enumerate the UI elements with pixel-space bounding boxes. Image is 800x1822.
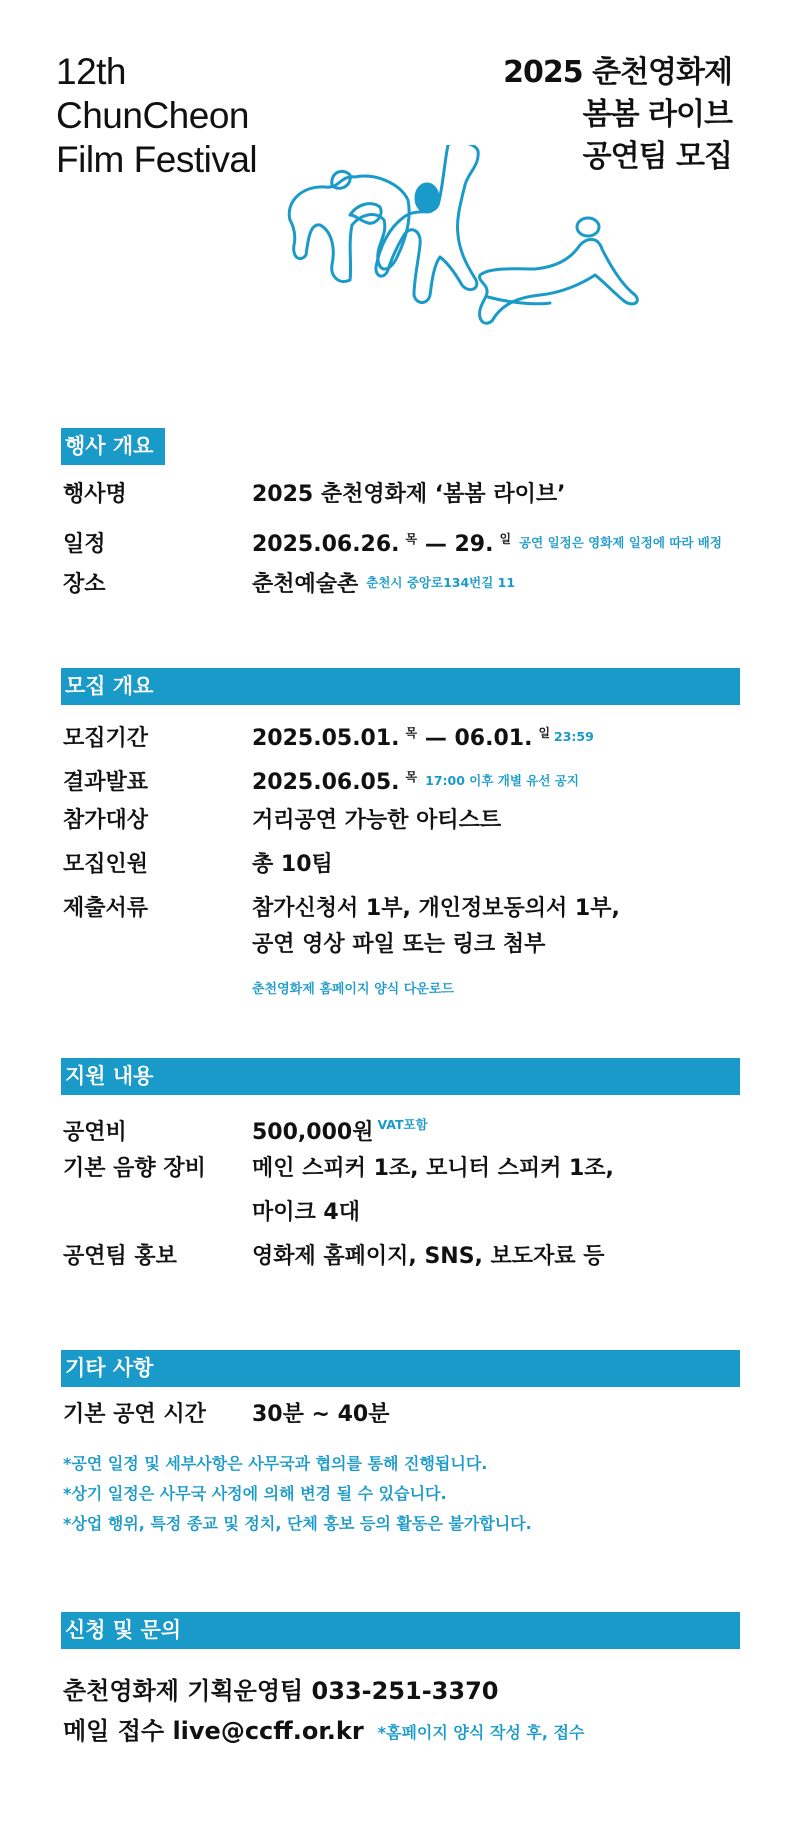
dancers-illustration <box>280 145 750 395</box>
overview-place-note: 춘천시 중앙로134번길 11 <box>366 575 516 590</box>
recruit-result-day: 목 <box>405 770 418 784</box>
recruit-period-separator: — <box>424 726 447 751</box>
festival-city: ChunCheon <box>56 95 249 136</box>
recruit-docs-label: 제출서류 <box>63 896 149 921</box>
support-equip-row <box>63 1154 614 1184</box>
overview-date-end: 29. <box>454 532 494 557</box>
etc-time-value: 30분 ~ 40분 <box>252 1402 390 1427</box>
event-title-line1: 2025 춘천영화제 <box>503 55 732 90</box>
support-equip-line2: 마이크 4대 <box>252 1200 360 1225</box>
support-promo-label: 공연팀 홍보 <box>63 1244 177 1269</box>
overview-date-label: 일정 <box>63 532 106 557</box>
overview-date-separator: — <box>424 532 447 557</box>
apply-email-line: 메일 접수 live@ccff.or.kr <box>63 1717 364 1745</box>
overview-name-row <box>63 480 565 510</box>
recruit-docs-row-2 <box>63 930 545 960</box>
overview-date-day-start: 목 <box>405 532 418 546</box>
event-title-line3: 공연팀 모집 <box>582 139 732 174</box>
overview-name-label: 행사명 <box>63 482 127 507</box>
etc-time-row <box>63 1400 390 1430</box>
overview-date-day-end: 일 <box>499 532 512 546</box>
support-fee-label: 공연비 <box>63 1120 127 1145</box>
overview-place-value: 춘천예술촌 <box>252 572 359 597</box>
etc-note-3: *상업 행위, 특정 종교 및 정치, 단체 홍보 등의 활동은 불가합니다. <box>63 1514 532 1533</box>
support-promo-row <box>63 1242 604 1272</box>
overview-heading: 행사 개요 <box>61 428 165 465</box>
support-fee-value: 500,000원 <box>252 1120 374 1145</box>
support-equip-row-2 <box>63 1198 360 1228</box>
support-equip-line1: 메인 스피커 1조, 모니터 스피커 1조, <box>252 1156 614 1181</box>
recruit-target-value: 거리공연 가능한 아티스트 <box>252 808 502 833</box>
recruit-docs-line1: 참가신청서 1부, 개인정보동의서 1부, <box>252 896 620 921</box>
support-heading: 지원 내용 <box>61 1058 740 1095</box>
recruit-heading: 모집 개요 <box>61 668 740 705</box>
support-fee-row <box>63 1110 428 1148</box>
etc-note-2: *상기 일정은 사무국 사정에 의해 변경 될 수 있습니다. <box>63 1484 447 1503</box>
recruit-result-note: 17:00 이후 개별 유선 공지 <box>425 773 579 788</box>
recruit-docs-row <box>63 894 620 924</box>
recruit-result-row <box>63 762 579 798</box>
recruit-target-row <box>63 806 501 836</box>
support-fee-note: VAT포함 <box>377 1117 428 1132</box>
recruit-count-value: 총 10팀 <box>252 852 333 877</box>
overview-place-label: 장소 <box>63 572 106 597</box>
recruit-period-label: 모집기간 <box>63 726 149 751</box>
apply-phone-line: 춘천영화제 기획운영팀 033-251-3370 <box>63 1677 499 1705</box>
recruit-period-day-start: 목 <box>405 726 418 740</box>
recruit-period-end: 06.01. <box>454 726 533 751</box>
recruit-result-label: 결과발표 <box>63 770 149 795</box>
recruit-docs-note: 춘천영화제 홈페이지 양식 다운로드 <box>252 982 454 997</box>
support-promo-value: 영화제 홈페이지, SNS, 보도자료 등 <box>252 1244 605 1269</box>
recruit-period-row <box>63 718 594 754</box>
overview-name-value: 2025 춘천영화제 ‘봄봄 라이브’ <box>252 482 566 507</box>
apply-email-row <box>63 1712 584 1752</box>
overview-date-row <box>63 524 722 560</box>
recruit-period-note: 23:59 <box>554 729 594 744</box>
recruit-period-start: 2025.05.01. <box>252 726 400 751</box>
etc-time-label: 기본 공연 시간 <box>63 1402 206 1427</box>
overview-date-note: 공연 일정은 영화제 일정에 따라 배정 <box>519 535 722 550</box>
apply-heading: 신청 및 문의 <box>61 1612 740 1649</box>
support-equip-label: 기본 음향 장비 <box>63 1156 206 1181</box>
festival-edition: 12th <box>56 51 127 92</box>
overview-place-row <box>63 568 515 600</box>
recruit-count-label: 모집인원 <box>63 852 149 877</box>
festival-name <box>56 50 257 182</box>
etc-heading: 기타 사항 <box>61 1350 740 1387</box>
recruit-period-day-end: 일 <box>538 726 551 740</box>
etc-note-1: *공연 일정 및 세부사항은 사무국과 협의를 통해 진행됩니다. <box>63 1454 488 1473</box>
apply-email-note: *홈페이지 양식 작성 후, 접수 <box>377 1723 585 1742</box>
recruit-docs-line2: 공연 영상 파일 또는 링크 첨부 <box>252 932 546 957</box>
recruit-result-value: 2025.06.05. <box>252 770 400 795</box>
overview-date-start: 2025.06.26. <box>252 532 400 557</box>
event-title-line2: 봄봄 라이브 <box>582 97 732 132</box>
recruit-count-row <box>63 850 333 880</box>
recruit-target-label: 참가대상 <box>63 808 149 833</box>
festival-type: Film Festival <box>56 139 258 180</box>
